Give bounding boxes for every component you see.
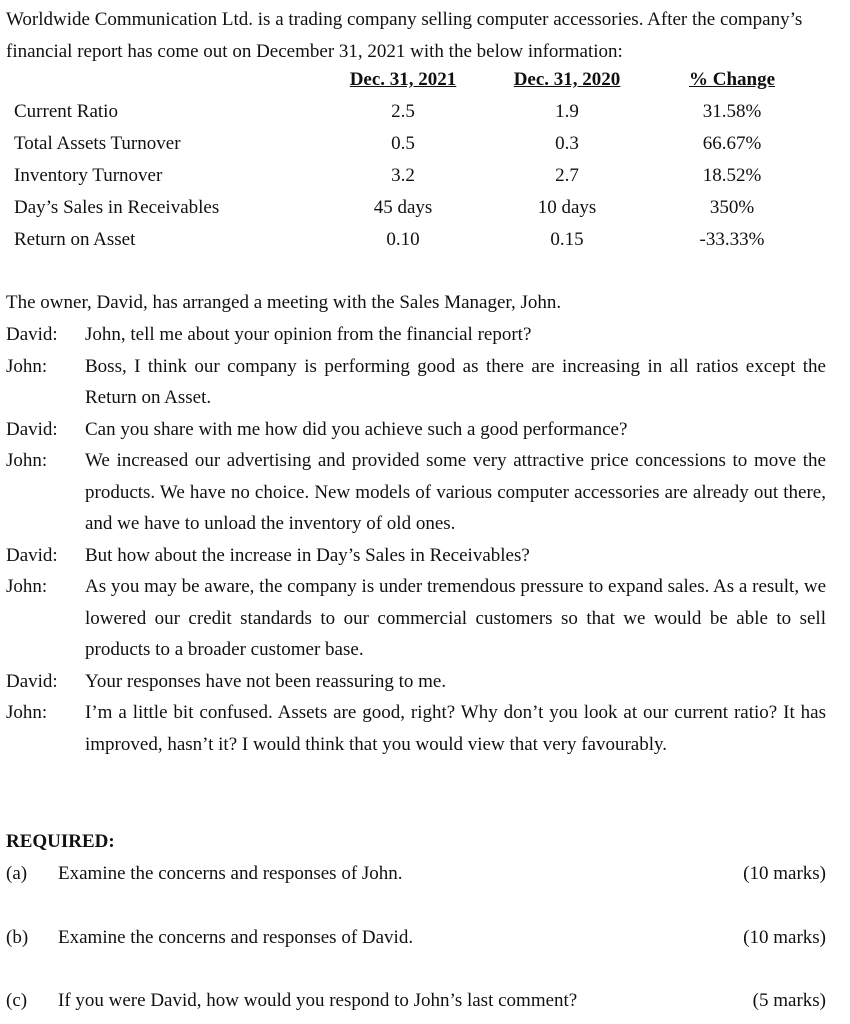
header-dec-2020: Dec. 31, 2020	[513, 69, 621, 90]
speaker-label: John:	[6, 355, 48, 377]
dialogue-line	[0, 319, 850, 351]
question-letter: (b)	[6, 927, 29, 948]
row-value-change: -33.33%	[699, 229, 765, 250]
row-value-2021: 0.10	[386, 229, 420, 250]
row-value-change: 350%	[709, 197, 755, 218]
table-header-row	[0, 64, 850, 96]
row-value-2021: 3.2	[391, 165, 415, 186]
row-label: Day’s Sales in Receivables	[14, 197, 220, 218]
question-marks: (10 marks)	[743, 927, 826, 948]
speaker-label: John:	[6, 702, 48, 723]
row-value-2020: 0.3	[555, 133, 579, 154]
question-row	[0, 922, 850, 954]
row-value-2020: 1.9	[555, 101, 579, 122]
row-label: Total Assets Turnover	[14, 133, 181, 154]
speaker-label: David:	[6, 418, 58, 440]
table-row	[0, 160, 850, 192]
row-label: Current Ratio	[14, 101, 118, 122]
row-value-change: 66.67%	[702, 133, 762, 154]
dialogue-line	[0, 697, 850, 760]
speaker-label: John:	[6, 450, 48, 471]
intro-text: Worldwide Communication Ltd. is a trading company selling computer accessories. After the company’s financial report has come out on December 31, 2021 with the below information:	[6, 9, 803, 62]
header-percent-change: % Change	[688, 69, 776, 90]
intro-paragraph	[6, 4, 818, 68]
question-text: Examine the concerns and responses of David.	[58, 927, 414, 948]
speech-text: Can you share with me how did you achieve such a good performance?	[85, 418, 628, 440]
row-value-2021: 2.5	[391, 101, 415, 122]
dialogue-line	[0, 666, 850, 698]
table-row	[0, 128, 850, 160]
speech-text: But how about the increase in Day’s Sales in Receivables?	[85, 544, 530, 566]
dialogue-line	[0, 351, 850, 414]
speaker-label: John:	[6, 576, 48, 597]
table-row	[0, 224, 850, 256]
dialogue	[0, 319, 850, 760]
required-heading: REQUIRED:	[6, 831, 115, 852]
table-row	[0, 96, 850, 128]
speaker-label: David:	[6, 324, 58, 345]
dialogue-line	[0, 571, 850, 666]
speaker-label: David:	[6, 670, 58, 692]
row-label: Inventory Turnover	[14, 165, 163, 186]
question-letter: (c)	[6, 990, 28, 1011]
dialogue-line	[0, 540, 850, 572]
question-text: Examine the concerns and responses of John.	[58, 863, 403, 884]
table-row	[0, 192, 850, 224]
row-value-change: 18.52%	[702, 165, 762, 186]
dialogue-line	[0, 445, 850, 540]
row-value-change: 31.58%	[702, 101, 762, 122]
question-marks: (10 marks)	[743, 863, 826, 884]
dialogue-intro: The owner, David, has arranged a meeting with the Sales Manager, John.	[6, 292, 562, 313]
question-row	[0, 985, 850, 1017]
question-text: If you were David, how would you respond to John’s last comment?	[58, 990, 578, 1011]
row-value-2021: 45 days	[373, 197, 433, 218]
row-label: Return on Asset	[14, 229, 136, 250]
dialogue-line	[0, 414, 850, 446]
question-letter: (a)	[6, 863, 28, 884]
speech-text: Boss, I think our company is performing good as there are increasing in all ratios except the Return on Asset.	[85, 355, 826, 408]
row-value-2020: 0.15	[550, 229, 584, 250]
header-dec-2021: Dec. 31, 2021	[349, 69, 457, 90]
speech-text: Your responses have not been reassuring to me.	[85, 670, 447, 692]
speaker-label: David:	[6, 544, 58, 566]
row-value-2021: 0.5	[391, 133, 415, 154]
speech-text: I’m a little bit confused. Assets are good, right? Why don’t you look at our current ratio? It has improved, hasn’t it? I would think that you would view that very favourably.	[85, 702, 826, 755]
speech-text: John, tell me about your opinion from the financial report?	[85, 324, 532, 345]
question-marks: (5 marks)	[752, 990, 826, 1011]
row-value-2020: 2.7	[555, 165, 579, 186]
row-value-2020: 10 days	[537, 197, 597, 218]
question-row	[0, 858, 850, 890]
speech-text: We increased our advertising and provided some very attractive price concessions to move the products. We have no choice. New models of various computer accessories are already out there, and we have to unload the inventory of old ones.	[85, 450, 826, 534]
speech-text: As you may be aware, the company is under tremendous pressure to expand sales. As a result, we lowered our credit standards to our commercial customers so that we would be able to sell products to a broader customer base.	[85, 576, 826, 660]
